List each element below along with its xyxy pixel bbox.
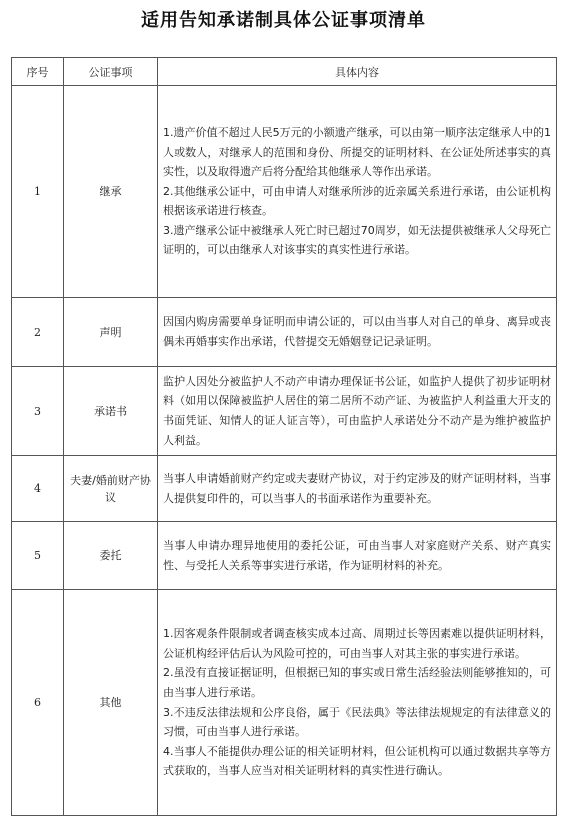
row-number: 1 [12, 86, 64, 298]
table-row [12, 298, 557, 367]
row-item: 声明 [64, 298, 158, 367]
content-paragraph: 2.虽没有直接证据证明，但根据已知的事实或日常生活经验法则能够推知的，可由当事人进行承诺。 [163, 666, 551, 699]
row-content [158, 367, 557, 456]
content-paragraph: 3.不违反法律法规和公序良俗，属于《民法典》等法律法规规定的有法律意义的习惯，可由当事人进行承诺。 [163, 705, 551, 739]
row-content [158, 86, 557, 298]
content-paragraph: 监护人因处分被监护人不动产申请办理保证书公证，如监护人提供了初步证明材料（如用以保障被监护人居住的第二居所不动产证、为被监护人利益重大开支的书面凭证、知情人的证人证言等），可由监护人承诺处分不动产是为维护被监护人利益。 [163, 374, 551, 447]
table-row [12, 456, 557, 522]
row-item: 继承 [64, 86, 158, 298]
row-content [158, 298, 557, 367]
row-number: 6 [12, 590, 64, 816]
table-row [12, 86, 557, 298]
content-paragraph: 1.因客观条件限制或者调查核实成本过高、周期过长等因素难以提供证明材料，公证机构经评估后认为风险可控的，可由当事人对其主张的事实进行承诺。 [163, 627, 551, 660]
header-item: 公证事项 [64, 58, 158, 86]
header-no: 序号 [12, 58, 64, 86]
table-row [12, 367, 557, 456]
table-row [12, 522, 557, 590]
row-content [158, 456, 557, 522]
table-row [12, 590, 557, 816]
row-number: 3 [12, 367, 64, 456]
row-number: 4 [12, 456, 64, 522]
row-content [158, 522, 557, 590]
row-item: 其他 [64, 590, 158, 816]
content-paragraph: 当事人申请婚前财产约定或夫妻财产协议，对于约定涉及的财产证明材料，当事人提供复印件的，可以当事人的书面承诺作为重要补充。 [163, 471, 551, 505]
content-paragraph: 3.遗产继承公证中被继承人死亡时已超过70周岁，如无法提供被继承人父母死亡证明的，可以由继承人对该事实的真实性进行承诺。 [163, 223, 551, 257]
row-item: 承诺书 [64, 367, 158, 456]
content-paragraph: 当事人申请办理异地使用的委托公证，可由当事人对家庭财产关系、财产真实性、与受托人关系等事实进行承诺，作为证明材料的补充。 [163, 538, 551, 572]
header-content: 具体内容 [158, 58, 557, 86]
content-paragraph: 4.当事人不能提供办理公证的相关证明材料，但公证机构可以通过数据共享等方式获取的，当事人应当对相关证明材料的真实性进行确认。 [163, 744, 551, 778]
content-paragraph: 因国内购房需要单身证明而申请公证的，可以由当事人对自己的单身、离异或丧偶未再婚事实作出承诺，代替提交无婚姻登记记录证明。 [163, 315, 551, 348]
content-paragraph: 2.其他继承公证中，可由申请人对继承所涉的近亲属关系进行承诺，由公证机构根据该承诺进行核查。 [163, 184, 551, 218]
page-title: 适用告知承诺制具体公证事项清单 [141, 10, 426, 31]
row-item: 委托 [64, 522, 158, 590]
row-item: 夫妻/婚前财产协议 [64, 456, 158, 522]
notary-items-table [11, 57, 557, 816]
row-number: 5 [12, 522, 64, 590]
content-paragraph: 1.遗产价值不超过人民5万元的小额遗产继承，可以由第一顺序法定继承人中的1人或数人，对继承人的范围和身份、所提交的证明材料、在公证处所述事实的真实性，以及取得遗产后将分配给其他继承人等作出承诺。 [163, 125, 551, 179]
row-content [158, 590, 557, 816]
row-number: 2 [12, 298, 64, 367]
table-header-row [12, 58, 557, 86]
